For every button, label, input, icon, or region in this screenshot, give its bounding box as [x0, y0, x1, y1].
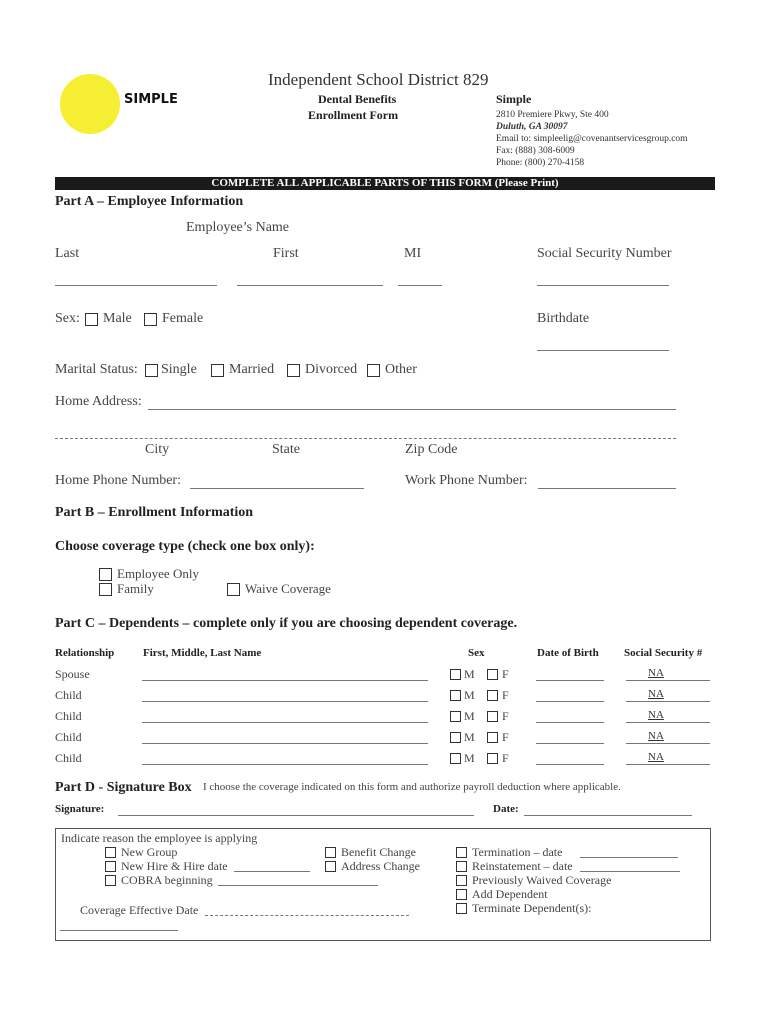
dependent-row [0, 687, 770, 708]
simple-logo-circle [60, 74, 120, 134]
dependent-name-field[interactable] [142, 743, 428, 744]
dependent-dob-field[interactable] [536, 743, 604, 744]
dependent-m-label: M [464, 667, 475, 681]
home-phone-label: Home Phone Number: [55, 473, 181, 488]
dependent-dob-field[interactable] [536, 764, 604, 765]
female-checkbox[interactable] [144, 313, 157, 326]
work-phone-field[interactable] [538, 488, 676, 489]
reason-title: Indicate reason the employee is applying [61, 831, 258, 845]
company-fax: Fax: (888) 308-6009 [496, 146, 575, 156]
employee-name-label: Employee’s Name [186, 220, 290, 235]
waive-coverage-checkbox[interactable] [227, 583, 240, 596]
part-b-heading: Part B – Enrollment Information [55, 505, 254, 520]
part-d-heading: Part D - Signature Box [55, 780, 192, 795]
dependent-ssn-value: NA [648, 688, 664, 700]
signature-field[interactable] [118, 815, 474, 816]
divorced-label: Divorced [305, 362, 358, 377]
dependent-f-label: F [502, 709, 509, 723]
address-change-label: Address Change [341, 859, 420, 873]
dependent-male-checkbox[interactable] [450, 669, 461, 680]
dependent-row [0, 666, 770, 687]
ssn-field[interactable] [537, 285, 669, 286]
cobra-label: COBRA beginning [121, 873, 213, 887]
sex-label: Sex: [55, 311, 80, 326]
new-hire-checkbox[interactable] [105, 861, 116, 872]
dependent-ssn-value: NA [648, 751, 664, 763]
marital-status-label: Marital Status: [55, 362, 138, 377]
form-subtitle-2: Enrollment Form [308, 108, 399, 122]
reinstatement-label: Reinstatement – date [472, 859, 573, 873]
company-name: Simple [496, 92, 532, 106]
cobra-checkbox[interactable] [105, 875, 116, 886]
dependent-dob-field[interactable] [536, 701, 604, 702]
dependent-f-label: F [502, 667, 509, 681]
married-checkbox[interactable] [211, 364, 224, 377]
family-label: Family [117, 581, 154, 596]
last-name-label: Last [55, 246, 80, 261]
male-label: Male [103, 311, 132, 326]
dependent-name-field[interactable] [142, 680, 428, 681]
dependent-ssn-field[interactable] [626, 743, 710, 744]
dependent-female-checkbox[interactable] [487, 753, 498, 764]
mi-field[interactable] [398, 285, 442, 286]
dependent-ssn-field[interactable] [626, 764, 710, 765]
company-address1: 2810 Premiere Pkwy, Ste 400 [496, 110, 609, 120]
effective-date-field[interactable] [205, 915, 409, 916]
reinstatement-checkbox[interactable] [456, 861, 467, 872]
dependent-male-checkbox[interactable] [450, 753, 461, 764]
previously-waived-label: Previously Waived Coverage [472, 873, 612, 887]
dependent-dob-field[interactable] [536, 722, 604, 723]
first-name-field[interactable] [237, 285, 383, 286]
ssn-label: Social Security Number [537, 246, 672, 261]
dependent-female-checkbox[interactable] [487, 711, 498, 722]
col-ssn: Social Security # [624, 647, 703, 659]
new-hire-label: New Hire & Hire date [121, 859, 228, 873]
waive-coverage-label: Waive Coverage [245, 581, 331, 596]
city-label: City [145, 442, 170, 457]
hire-date-field[interactable] [234, 871, 310, 872]
instruction-banner: COMPLETE ALL APPLICABLE PARTS OF THIS FORM (Please Print) [55, 177, 715, 190]
married-label: Married [229, 362, 275, 377]
dependent-m-label: M [464, 730, 475, 744]
home-address-line2[interactable] [55, 438, 676, 439]
col-name: First, Middle, Last Name [143, 647, 262, 659]
company-phone: Phone: (800) 270-4158 [496, 158, 585, 168]
other-checkbox[interactable] [367, 364, 380, 377]
add-dependent-checkbox[interactable] [456, 889, 467, 900]
reason-extra-line[interactable] [60, 930, 178, 931]
dependent-ssn-field[interactable] [626, 680, 710, 681]
dependent-f-label: F [502, 688, 509, 702]
part-c-heading: Part C – Dependents – complete only if you are choosing dependent coverage. [55, 616, 518, 631]
birthdate-label: Birthdate [537, 311, 590, 326]
dependent-ssn-value: NA [648, 730, 664, 742]
dependent-female-checkbox[interactable] [487, 669, 498, 680]
termination-date-field[interactable] [580, 857, 678, 858]
last-name-field[interactable] [55, 285, 217, 286]
effective-date-label: Coverage Effective Date [80, 903, 199, 917]
form-subtitle-1: Dental Benefits [318, 92, 397, 106]
add-dependent-label: Add Dependent [472, 887, 548, 901]
dependent-f-label: F [502, 751, 509, 765]
dependent-relationship: Child [55, 709, 82, 723]
signature-statement: I choose the coverage indicated on this form and authorize payroll deduction where applicable. [203, 781, 621, 793]
new-group-label: New Group [121, 845, 178, 859]
previously-waived-checkbox[interactable] [456, 875, 467, 886]
work-phone-label: Work Phone Number: [405, 473, 528, 488]
home-phone-field[interactable] [190, 488, 364, 489]
dependent-ssn-value: NA [648, 709, 664, 721]
dependent-relationship: Child [55, 730, 82, 744]
termination-checkbox[interactable] [456, 847, 467, 858]
col-relationship: Relationship [55, 647, 115, 659]
dependent-row [0, 708, 770, 729]
terminate-dependents-label: Terminate Dependent(s): [472, 901, 592, 915]
other-label: Other [385, 362, 417, 377]
col-dob: Date of Birth [537, 647, 599, 659]
dependent-ssn-field[interactable] [626, 701, 710, 702]
home-address-label: Home Address: [55, 394, 142, 409]
dependent-relationship: Child [55, 688, 82, 702]
dependent-name-field[interactable] [142, 722, 428, 723]
zip-label: Zip Code [405, 442, 458, 457]
part-a-heading: Part A – Employee Information [55, 194, 244, 209]
dependent-female-checkbox[interactable] [487, 732, 498, 743]
coverage-instruction: Choose coverage type (check one box only): [55, 539, 315, 554]
termination-label: Termination – date [472, 845, 563, 859]
date-field[interactable] [524, 815, 692, 816]
single-checkbox[interactable] [145, 364, 158, 377]
dependent-row [0, 729, 770, 750]
family-checkbox[interactable] [99, 583, 112, 596]
company-address2: Duluth, GA 30097 [496, 122, 568, 132]
male-checkbox[interactable] [85, 313, 98, 326]
dependent-male-checkbox[interactable] [450, 711, 461, 722]
dependent-row [0, 750, 770, 771]
female-label: Female [162, 311, 204, 326]
reinstatement-date-field[interactable] [580, 871, 680, 872]
col-sex: Sex [468, 647, 485, 659]
benefit-change-checkbox[interactable] [325, 847, 336, 858]
dependent-dob-field[interactable] [536, 680, 604, 681]
divorced-checkbox[interactable] [287, 364, 300, 377]
dependent-relationship: Spouse [55, 667, 90, 681]
employee-only-label: Employee Only [117, 566, 199, 581]
birthdate-field[interactable] [537, 350, 669, 351]
dependent-m-label: M [464, 709, 475, 723]
dependent-name-field[interactable] [142, 701, 428, 702]
home-address-field[interactable] [148, 409, 676, 410]
first-name-label: First [273, 246, 299, 261]
mi-label: MI [404, 246, 422, 261]
dependent-f-label: F [502, 730, 509, 744]
logo-text: SIMPLE [124, 92, 178, 107]
dependent-m-label: M [464, 751, 475, 765]
state-label: State [272, 442, 300, 457]
single-label: Single [161, 362, 197, 377]
dependent-male-checkbox[interactable] [450, 690, 461, 701]
cobra-date-field[interactable] [218, 885, 378, 886]
new-group-checkbox[interactable] [105, 847, 116, 858]
dependent-ssn-value: NA [648, 667, 664, 679]
dependent-female-checkbox[interactable] [487, 690, 498, 701]
dependent-name-field[interactable] [142, 764, 428, 765]
dependent-male-checkbox[interactable] [450, 732, 461, 743]
address-change-checkbox[interactable] [325, 861, 336, 872]
date-label: Date: [493, 803, 519, 815]
company-email[interactable]: Email to: simpleelig@covenantservicesgroup.com [496, 134, 688, 144]
terminate-dependents-checkbox[interactable] [456, 903, 467, 914]
form-title: Independent School District 829 [268, 70, 489, 89]
signature-label: Signature: [55, 803, 105, 815]
benefit-change-label: Benefit Change [341, 845, 416, 859]
dependent-m-label: M [464, 688, 475, 702]
employee-only-checkbox[interactable] [99, 568, 112, 581]
dependent-relationship: Child [55, 751, 82, 765]
dependent-ssn-field[interactable] [626, 722, 710, 723]
